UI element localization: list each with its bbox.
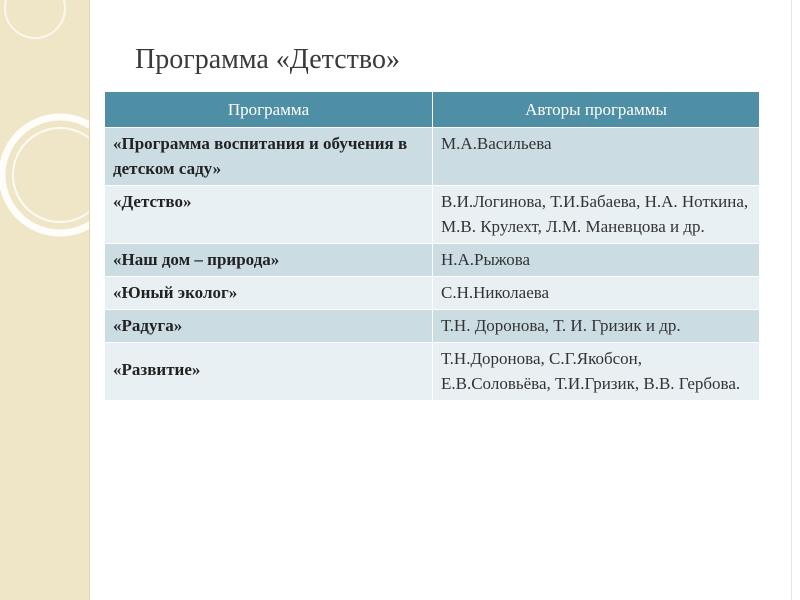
right-edge-line — [791, 0, 792, 600]
table-row — [105, 186, 759, 244]
programs-table — [105, 92, 759, 400]
table-row — [105, 128, 759, 186]
program-name: «Наш дом – природа» — [105, 244, 433, 277]
header-program: Программа — [105, 92, 433, 128]
program-name: «Развитие» — [105, 343, 433, 401]
program-authors: В.И.Логинова, Т.И.Бабаева, Н.А. Ноткина, М.В. Крулехт, Л.М. Маневцова и др. — [433, 186, 760, 244]
program-authors: Н.А.Рыжова — [433, 244, 760, 277]
program-name: «Радуга» — [105, 310, 433, 343]
program-authors: М.А.Васильева — [433, 128, 760, 186]
decorative-circles-graphic — [0, 0, 89, 600]
table-header-row — [105, 92, 759, 128]
header-authors: Авторы программы — [433, 92, 760, 128]
left-decorative-band — [0, 0, 90, 600]
program-name: «Детство» — [105, 186, 433, 244]
program-authors: Т.Н. Доронова, Т. И. Гризик и др. — [433, 310, 760, 343]
table-row — [105, 244, 759, 277]
slide-title: Программа «Детство» — [135, 44, 400, 75]
table-row — [105, 343, 759, 401]
table-row — [105, 277, 759, 310]
program-name: «Юный эколог» — [105, 277, 433, 310]
program-name: «Программа воспитания и обучения в детском саду» — [105, 128, 433, 186]
program-authors: С.Н.Николаева — [433, 277, 760, 310]
table-row — [105, 310, 759, 343]
program-authors: Т.Н.Доронова, С.Г.Якобсон, Е.В.Соловьёва, Т.И.Гризик, В.В. Гербова. — [433, 343, 760, 401]
